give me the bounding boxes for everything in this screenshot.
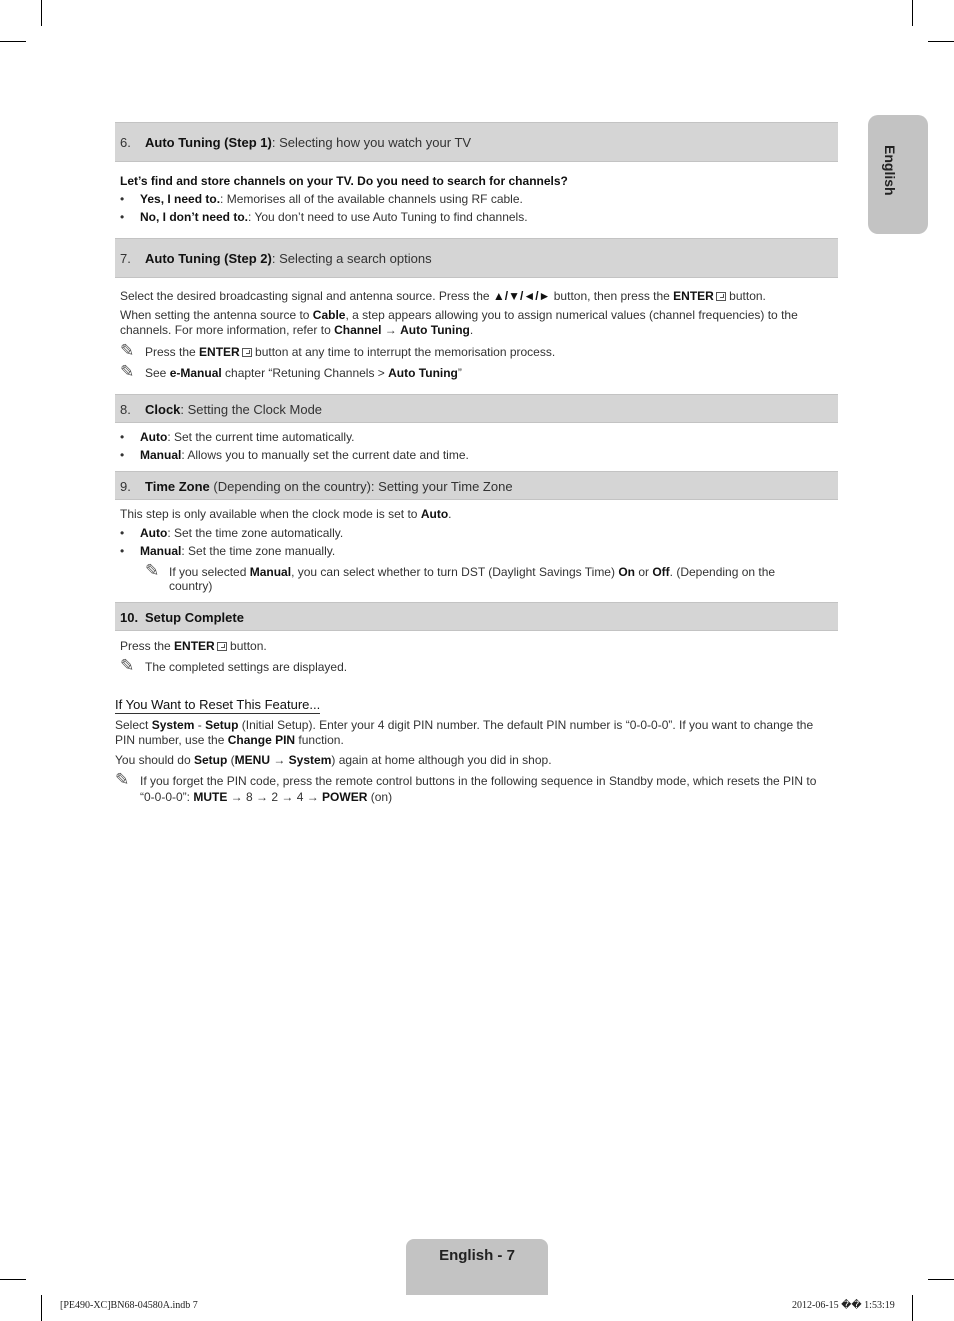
crop-mark bbox=[0, 1279, 26, 1280]
note-icon: ✎ bbox=[120, 362, 135, 381]
print-info-right: 2012-06-15 �� 1:53:19 bbox=[792, 1300, 895, 1311]
list-item: Manual: Set the time zone manually. bbox=[140, 544, 336, 558]
note: country) bbox=[169, 579, 213, 593]
bullet-icon: • bbox=[120, 544, 125, 558]
paragraph: Select the desired broadcasting signal and antenna source. Press the ▲/▼/◄/► button, then press the ENTER button. bbox=[120, 289, 766, 303]
enter-icon bbox=[716, 292, 726, 301]
note: “0-0-0-0”: MUTE → 8 → 2 → 4 → POWER (on) bbox=[140, 790, 393, 804]
note: The completed settings are displayed. bbox=[145, 660, 348, 674]
crop-mark bbox=[928, 41, 954, 42]
bullet-icon: • bbox=[120, 192, 125, 206]
list-item: No, I don’t need to.: You don’t need to use Auto Tuning to find channels. bbox=[140, 210, 528, 224]
section-number: 8. bbox=[120, 402, 131, 417]
section-header-8 bbox=[115, 394, 838, 423]
paragraph: PIN number, use the Change PIN function. bbox=[115, 733, 344, 747]
note-icon: ✎ bbox=[120, 656, 135, 675]
section-number: 6. bbox=[120, 135, 131, 150]
note-icon: ✎ bbox=[145, 561, 160, 580]
paragraph: When setting the antenna source to Cable, a step appears allowing you to assign numerical values (channel frequencies) to the bbox=[120, 308, 798, 322]
note: See e-Manual chapter “Retuning Channels > Auto Tuning” bbox=[145, 366, 462, 380]
language-tab-label: English bbox=[882, 145, 898, 196]
crop-mark bbox=[928, 1279, 954, 1280]
list-item: Yes, I need to.: Memorises all of the available channels using RF cable. bbox=[140, 192, 523, 206]
crop-mark bbox=[912, 1295, 913, 1321]
bullet-icon: • bbox=[120, 210, 125, 224]
section-number: 10. bbox=[120, 610, 139, 625]
crop-mark bbox=[0, 41, 26, 42]
bullet-icon: • bbox=[120, 430, 125, 444]
note: Press the ENTER button at any time to interrupt the memorisation process. bbox=[145, 345, 556, 359]
section-title: Clock: Setting the Clock Mode bbox=[145, 402, 323, 417]
reset-heading: If You Want to Reset This Feature... bbox=[115, 697, 321, 712]
section-number: 7. bbox=[120, 251, 131, 266]
list-item: Auto: Set the current time automatically. bbox=[140, 430, 355, 444]
section-header-10 bbox=[115, 602, 838, 631]
crop-mark bbox=[41, 1295, 42, 1321]
note: If you forget the PIN code, press the remote control buttons in the following sequence in Standby mode, which resets the PIN to bbox=[140, 774, 817, 788]
section-title: Auto Tuning (Step 2): Selecting a search options bbox=[145, 251, 432, 266]
section-title: Setup Complete bbox=[145, 610, 244, 625]
paragraph: Select System - Setup (Initial Setup). Enter your 4 digit PIN number. The default PIN number is “0-0-0-0”. If you want to change the bbox=[115, 718, 814, 732]
language-tab bbox=[868, 115, 928, 234]
note: If you selected Manual, you can select whether to turn DST (Daylight Savings Time) On or Off. (Depending on the bbox=[169, 565, 776, 579]
note-icon: ✎ bbox=[120, 341, 135, 360]
section-header-9 bbox=[115, 471, 838, 500]
list-item: Manual: Allows you to manually set the current date and time. bbox=[140, 448, 469, 462]
crop-mark bbox=[41, 0, 42, 26]
section-number: 9. bbox=[120, 479, 131, 494]
page-number: English - 7 bbox=[439, 1247, 515, 1264]
crop-mark bbox=[912, 0, 913, 26]
page-number-tab bbox=[406, 1239, 548, 1295]
section-header-7 bbox=[115, 238, 838, 278]
section-title: Time Zone (Depending on the country): Setting your Time Zone bbox=[145, 479, 513, 494]
paragraph: channels. For more information, refer to Channel → Auto Tuning. bbox=[120, 323, 474, 337]
bullet-icon: • bbox=[120, 526, 125, 540]
paragraph: Let’s find and store channels on your TV. Do you need to search for channels? bbox=[120, 174, 568, 188]
list-item: Auto: Set the time zone automatically. bbox=[140, 526, 344, 540]
enter-icon bbox=[217, 642, 227, 651]
paragraph: You should do Setup (MENU → System) again at home although you did in shop. bbox=[115, 753, 552, 767]
bullet-icon: • bbox=[120, 448, 125, 462]
note-icon: ✎ bbox=[115, 770, 130, 789]
paragraph: Press the ENTER button. bbox=[120, 639, 267, 653]
enter-icon bbox=[242, 348, 252, 357]
paragraph: This step is only available when the clock mode is set to Auto. bbox=[120, 507, 452, 521]
print-info-left: [PE490-XC]BN68-04580A.indb 7 bbox=[60, 1300, 198, 1311]
section-header-6 bbox=[115, 122, 838, 162]
section-title: Auto Tuning (Step 1): Selecting how you watch your TV bbox=[145, 135, 472, 150]
